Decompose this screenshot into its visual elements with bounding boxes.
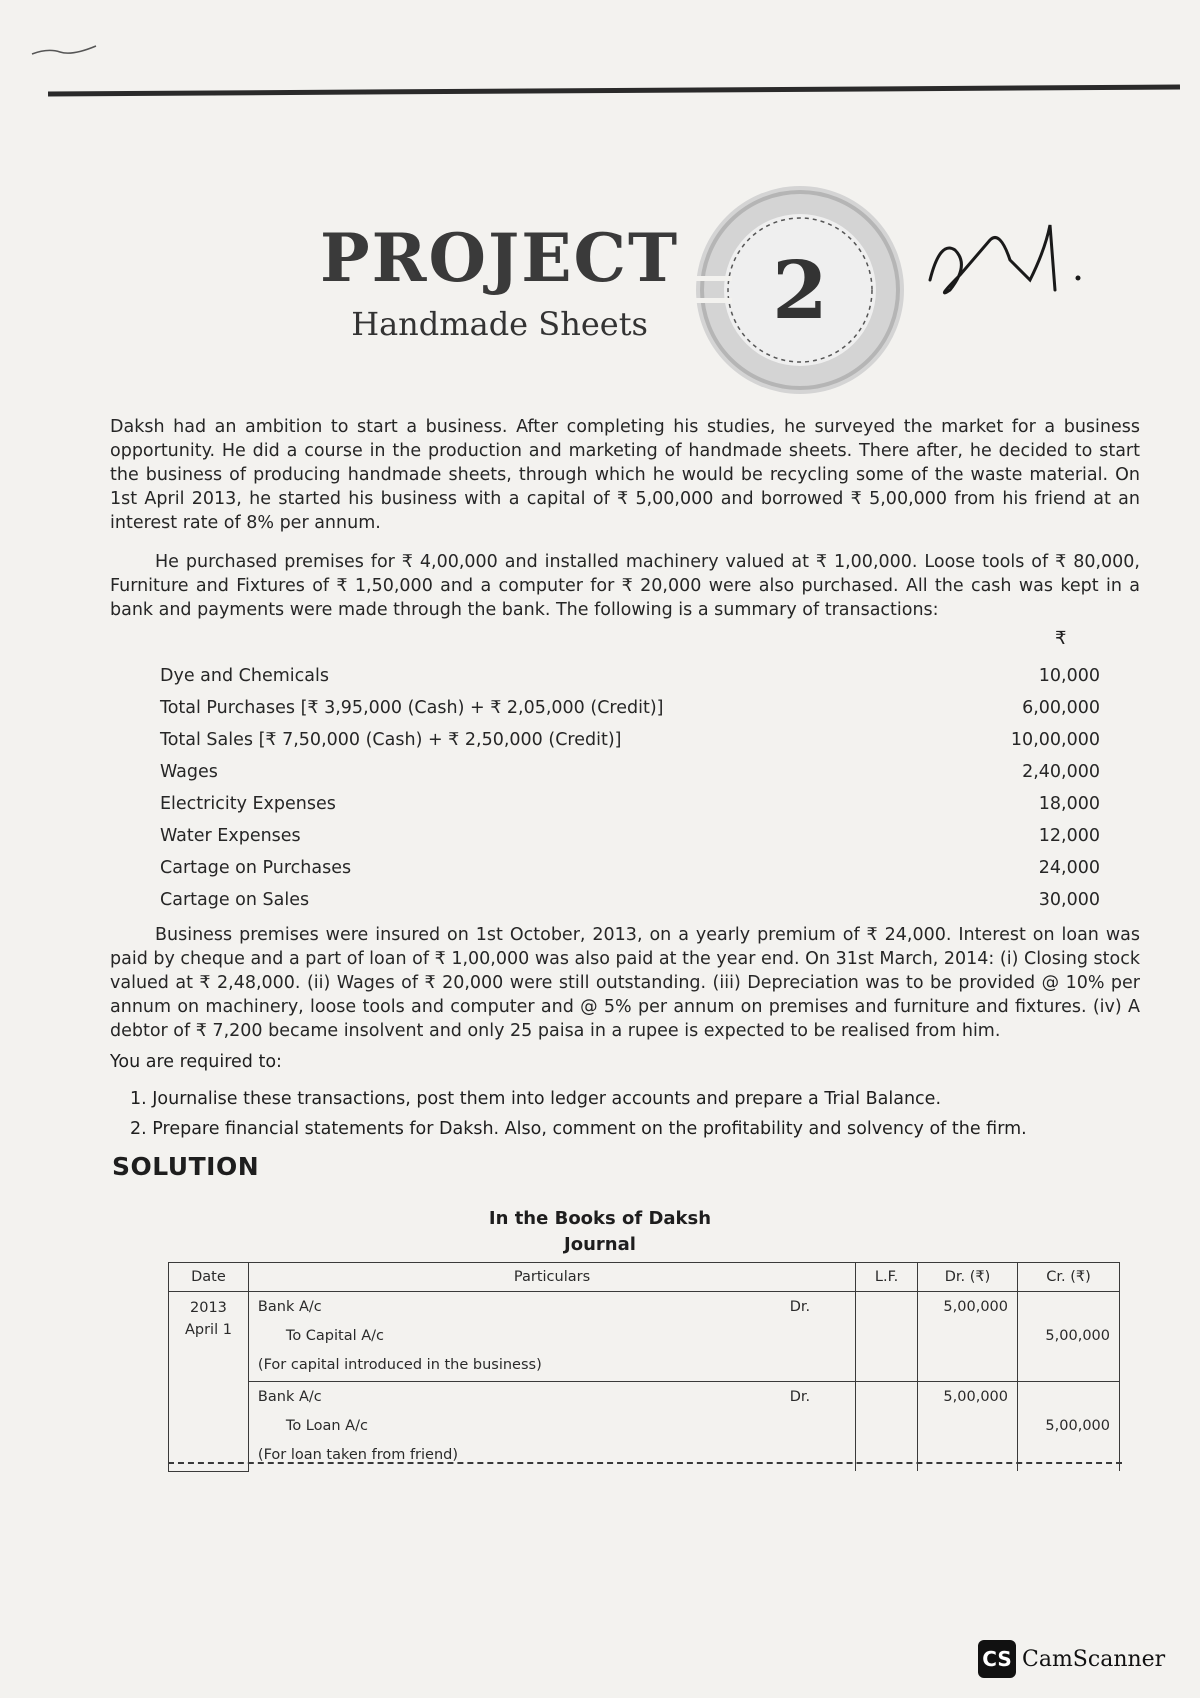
transaction-label: Cartage on Sales	[160, 890, 310, 910]
project-title: PROJECT	[320, 219, 680, 297]
dr-mark: Dr.	[789, 1299, 811, 1315]
dr-amount-cell	[918, 1292, 1018, 1382]
transaction-label: Wages	[160, 762, 218, 782]
transaction-row	[160, 852, 1100, 884]
transaction-amount: 10,000	[1038, 666, 1100, 686]
transaction-row	[160, 884, 1100, 916]
transaction-label: Total Sales [₹ 7,50,000 (Cash) + ₹ 2,50,000 (Credit)]	[160, 730, 622, 750]
pen-scribble	[30, 40, 100, 60]
journal-entry-row	[169, 1292, 1120, 1382]
journal-table	[168, 1262, 1120, 1472]
currency-header: ₹	[1055, 628, 1067, 649]
project-subtitle: Handmade Sheets	[351, 305, 648, 343]
project-number: 2	[772, 243, 828, 337]
camscanner-label: CamScanner	[1022, 1646, 1166, 1672]
cr-amount: 5,00,000	[1045, 1418, 1110, 1434]
journal-continuation-line	[168, 1462, 1122, 1464]
intro-paragraph-1: Daksh had an ambition to start a business. After completing his studies, he surveyed the market for a business opportunity. He did a course in the production and marketing of handmade sheets. There after, he decided to start the business of producing handmade sheets, through which he would be recycling some of the waste material. On 1st April 2013, he started his business with a capital of ₹ 5,00,000 and borrowed ₹ 5,00,000 from his friend at an interest rate of 8% per annum.	[110, 417, 1140, 533]
col-date: Date	[169, 1263, 249, 1292]
transaction-label: Dye and Chemicals	[160, 666, 329, 686]
cr-amount-cell	[1018, 1292, 1120, 1382]
title-block	[320, 219, 680, 343]
date-day: April 1	[184, 1322, 232, 1338]
date-year: 2013	[190, 1300, 227, 1316]
books-title	[0, 1206, 1200, 1258]
transaction-amount: 24,000	[1038, 858, 1100, 878]
requirement-item: 2. Prepare financial statements for Daksh. Also, comment on the profitability and solvency of the firm.	[130, 1119, 1027, 1139]
lf-cell	[856, 1292, 918, 1382]
solution-heading: SOLUTION	[112, 1152, 260, 1181]
top-rule	[48, 85, 1180, 97]
date-cell	[169, 1292, 249, 1472]
cr-amount-cell	[1018, 1382, 1120, 1472]
transaction-label: Total Purchases [₹ 3,95,000 (Cash) + ₹ 2,05,000 (Credit)]	[160, 698, 664, 718]
cr-amount: 5,00,000	[1045, 1328, 1110, 1344]
credit-account: To Loan A/c	[285, 1418, 368, 1434]
transaction-row	[160, 724, 1100, 756]
debit-account: Bank A/c	[257, 1299, 322, 1315]
transaction-amount: 10,00,000	[1010, 730, 1100, 750]
requirement-item: 1. Journalise these transactions, post them into ledger accounts and prepare a Trial Balance.	[130, 1089, 942, 1109]
books-heading: In the Books of Daksh	[488, 1208, 712, 1229]
adjustments-paragraph: Business premises were insured on 1st October, 2013, on a yearly premium of ₹ 24,000. Interest on loan was paid by cheque and a part of loan of ₹ 1,00,000 was also paid at the year end. On 31st March, 2014: (i) Closing stock valued at ₹ 2,48,000. (ii) Wages of ₹ 20,000 were still outstanding. (iii) Depreciation was to be provided @ 10% per annum on machinery, loose tools and computer and @ 5% per annum on premises and furniture and fixtures. (iv) A debtor of ₹ 7,200 became insolvent and only 25 paisa in a rupee is expected to be realised from him.	[110, 925, 1140, 1041]
dr-mark: Dr.	[789, 1389, 811, 1405]
transaction-amount: 18,000	[1038, 794, 1100, 814]
col-particulars: Particulars	[248, 1263, 855, 1292]
lf-cell	[856, 1382, 918, 1472]
transaction-row	[160, 660, 1100, 692]
journal-heading: Journal	[564, 1234, 636, 1255]
transaction-amount: 12,000	[1038, 826, 1100, 846]
transaction-amount: 6,00,000	[1022, 698, 1100, 718]
intro-paragraph-2: He purchased premises for ₹ 4,00,000 and installed machinery valued at ₹ 1,00,000. Loose tools of ₹ 80,000, Furniture and Fixtures of ₹ 1,50,000 and a computer for ₹ 20,000 were also purchased. All the cash was kept in a bank and payments were made through the bank. The following is a summary of transactions:	[110, 552, 1140, 620]
project-number-badge	[690, 180, 910, 400]
journal-entry-row	[169, 1382, 1120, 1472]
dr-amount: 5,00,000	[943, 1389, 1008, 1405]
camscanner-icon: CS	[978, 1640, 1016, 1678]
transaction-label: Electricity Expenses	[160, 794, 336, 814]
requirements-list	[130, 1084, 1027, 1144]
handwritten-signature	[920, 220, 1090, 310]
particulars-cell	[248, 1292, 855, 1382]
dr-amount: 5,00,000	[943, 1299, 1008, 1315]
transaction-row	[160, 788, 1100, 820]
requirements-heading: You are required to:	[110, 1052, 282, 1072]
transaction-row	[160, 692, 1100, 724]
transactions-summary	[160, 660, 1100, 916]
debit-account: Bank A/c	[257, 1389, 322, 1405]
transaction-row	[160, 820, 1100, 852]
narration: (For loan taken from friend)	[257, 1447, 459, 1463]
dr-amount-cell	[918, 1382, 1018, 1472]
transaction-amount: 2,40,000	[1022, 762, 1100, 782]
transaction-amount: 30,000	[1038, 890, 1100, 910]
col-dr: Dr. (₹)	[918, 1263, 1018, 1292]
journal-header-row	[169, 1263, 1120, 1292]
camscanner-watermark	[978, 1640, 1165, 1678]
narration: (For capital introduced in the business)	[257, 1357, 542, 1373]
credit-account: To Capital A/c	[285, 1328, 385, 1344]
particulars-cell	[248, 1382, 855, 1472]
col-cr: Cr. (₹)	[1018, 1263, 1120, 1292]
transaction-label: Water Expenses	[160, 826, 301, 846]
transaction-label: Cartage on Purchases	[160, 858, 352, 878]
transaction-row	[160, 756, 1100, 788]
col-lf: L.F.	[856, 1263, 918, 1292]
